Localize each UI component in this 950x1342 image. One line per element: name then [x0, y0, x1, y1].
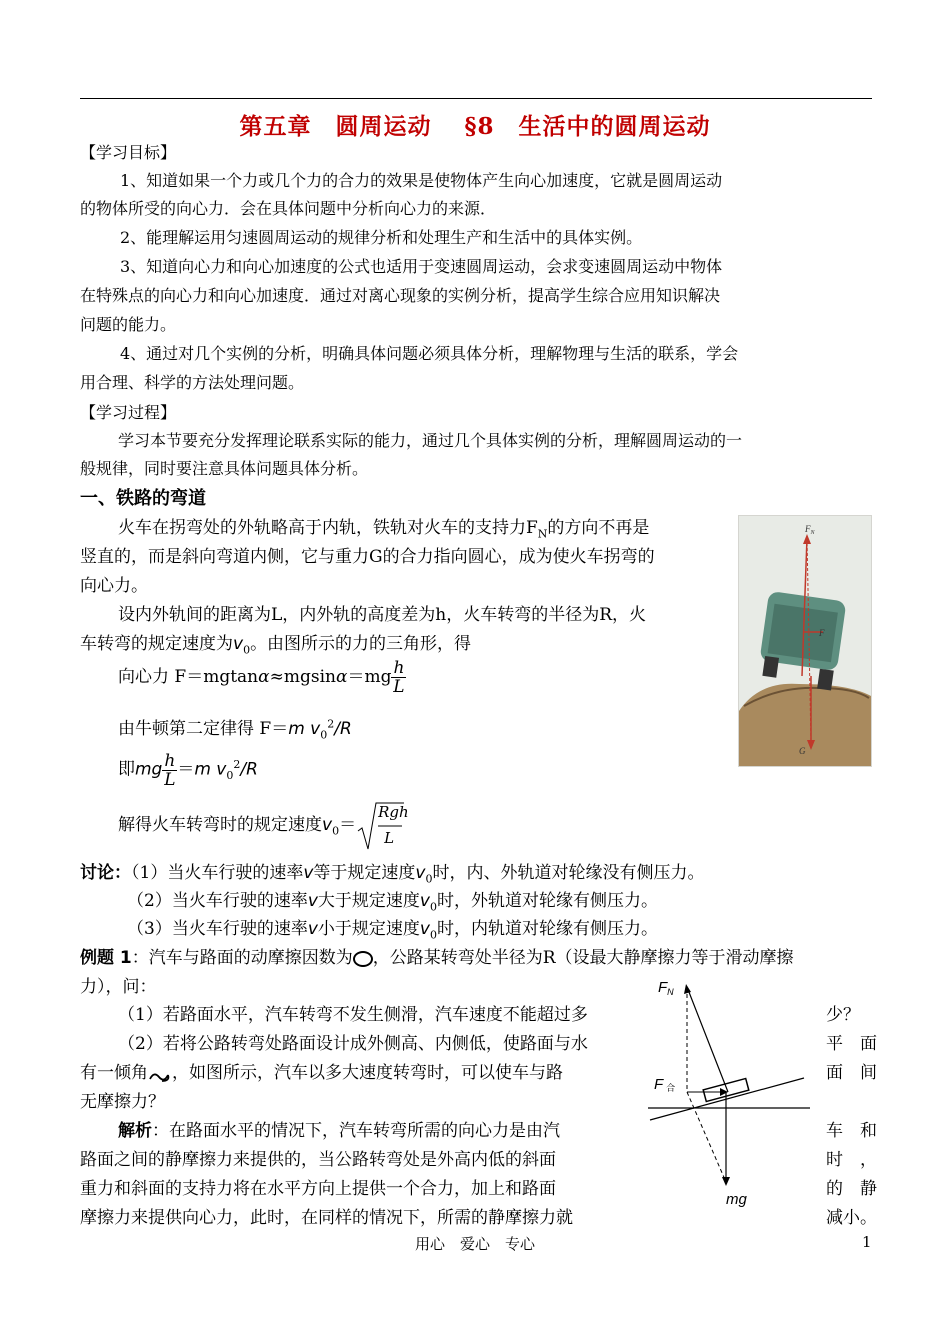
discussion-item-1: 讨论：（1）当火车行驶的速率v等于规定速度$v_0$时，内、外轨道对轮缘没有侧压力。	[80, 863, 705, 886]
fraction-h-over-l: $\frac{h}{L}$	[393, 658, 405, 697]
process-heading: 【学习过程】	[80, 403, 177, 422]
solution-line1-tail: 车 和	[826, 1121, 877, 1141]
example1-line2: 力），问：	[80, 977, 157, 997]
discussion-item-3: （3）当火车行驶的速率v小于规定速度$v_0$时，内轨道对轮缘有侧压力。	[127, 919, 658, 942]
objectives-heading: 【学习目标】	[80, 143, 177, 162]
header-rule	[80, 98, 872, 99]
train-label-g: G	[799, 746, 806, 756]
incline-label-mg: mg	[726, 1191, 747, 1208]
objective-line-1: 1、知道如果一个力或几个力的合力的效果是使物体产生向心加速度，它就是圆周运动	[120, 171, 723, 190]
solution-line3-tail: 的 静	[826, 1179, 877, 1199]
page-number: 1	[862, 1233, 872, 1251]
incline-label-fhe: F合	[654, 1076, 676, 1093]
train-illustration	[739, 516, 871, 766]
equation-centripetal: 向心力 F＝mgtanα≈mgsinα＝mg $\frac{h}{L}$	[118, 658, 405, 697]
railway-p2-line2: 车转弯的规定速度为$v_0$。由图所示的力的三角形，得	[80, 634, 472, 657]
solution-line3: 重力和斜面的支持力将在水平方向上提供一个合力，加上和路面	[80, 1179, 556, 1199]
page-title: 第五章 圆周运动 §8 生活中的圆周运动	[239, 113, 711, 140]
train-label-f: F	[819, 628, 825, 638]
example1-q1-tail: 少？	[826, 1005, 860, 1025]
example1-q2-line1: （2）若将公路转弯处路面设计成外侧高、内侧低，使路面与水	[118, 1034, 588, 1054]
example1-q2-line3: 无摩擦力？	[80, 1092, 165, 1112]
process-intro-2: 般规律，同时要注意具体问题具体分析。	[80, 459, 369, 478]
equation-combined: 即mg $\frac{h}{L}$ ＝m $v_0^2/R$	[118, 750, 258, 790]
incline-label-fn: $F_N$	[658, 979, 674, 997]
equation-newton: 由牛顿第二定律得 F＝m $v_0^2/R$	[118, 717, 352, 742]
objective-line-4: 3、知道向心力和向心加速度的公式也适用于变速圆周运动，会求变速圆周运动中物体	[120, 257, 723, 276]
example1-q2-line2: 有一倾角 ，如图所示，汽车以多大速度转弯时，可以使车与路	[80, 1063, 563, 1083]
objective-line-6: 问题的能力。	[80, 315, 177, 334]
solution-line2-tail: 时 ，	[826, 1150, 877, 1170]
mu-symbol	[353, 951, 373, 967]
solution-line1: 解析：在路面水平的情况下，汽车转弯所需的向心力是由汽	[118, 1121, 560, 1141]
solution-line4-tail: 减小。	[826, 1208, 877, 1228]
example1-q2-line1-tail: 平 面	[826, 1034, 877, 1054]
objective-line-7: 4、通过对几个实例的分析，明确具体问题必须具体分析，理解物理与生活的联系，学会	[120, 344, 739, 363]
objective-line-2: 的物体所受的向心力．会在具体问题中分析向心力的来源．	[80, 199, 497, 218]
objective-line-3: 2、能理解运用匀速圆周运动的规律分析和处理生产和生活中的具体实例。	[120, 228, 643, 247]
solution-line4: 摩擦力来提供向心力，此时，在同样的情况下，所需的静摩擦力就	[80, 1208, 573, 1228]
railway-p1-line3: 向心力。	[80, 576, 148, 596]
equation-rated-speed: 解得火车转弯时的规定速度$v_0=$ Rgh L	[118, 800, 404, 856]
train-curve-photo	[738, 515, 872, 767]
example1-line1: 例题 1：汽车与路面的动摩擦因数为 ，公路某转弯处半径为R（设最大静摩擦力等于滑动摩擦	[80, 948, 794, 968]
theta-symbol	[148, 1068, 172, 1080]
railway-p1-line2: 竖直的，而是斜向弯道内侧，它与重力G的合力指向圆心，成为使火车拐弯的	[80, 547, 655, 567]
railway-p2-line1: 设内外轨间的距离为L，内外轨的高度差为h，火车转弯的半径为R，火	[118, 605, 647, 625]
process-intro-1: 学习本节要充分发挥理论联系实际的能力，通过几个具体实例的分析，理解圆周运动的一	[118, 431, 743, 450]
section-heading-railway: 一、铁路的弯道	[80, 488, 206, 509]
railway-p1-line1: 火车在拐弯处的外轨略高于内轨，铁轨对火车的支持力$F_N$的方向不再是	[118, 518, 650, 541]
footer-motto: 用心 爱心 专心	[414, 1235, 535, 1253]
example1-q2-line2-tail: 面 间	[826, 1063, 877, 1083]
incline-force-diagram	[640, 972, 820, 1212]
train-label-fn: $F_N$	[805, 524, 815, 536]
objective-line-8: 用合理、科学的方法处理问题。	[80, 373, 305, 392]
discussion-item-2: （2）当火车行驶的速率v大于规定速度$v_0$时，外轨道对轮缘有侧压力。	[127, 891, 658, 914]
objective-line-5: 在特殊点的向心力和向心加速度．通过对离心现象的实例分析，提高学生综合应用知识解决	[80, 286, 721, 305]
example1-q1: （1）若路面水平，汽车转弯不发生侧滑，汽车速度不能超过多	[118, 1005, 588, 1025]
solution-line2: 路面之间的静摩擦力来提供的，当公路转弯处是外高内低的斜面	[80, 1150, 556, 1170]
